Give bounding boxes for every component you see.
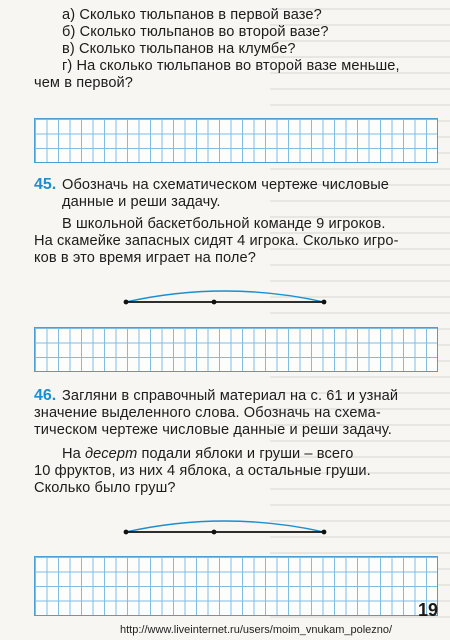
instruction-45-line2: данные и реши задачу.	[62, 194, 221, 210]
question-d: г) На сколько тюльпанов во второй вазе меньше,	[62, 58, 400, 74]
instruction-46-line1: Загляни в справочный материал на с. 61 и узнай	[62, 388, 399, 404]
instruction-45-line1: Обозначь на схематическом чертеже числовые	[62, 177, 390, 193]
problem-46-line1-pre: На	[62, 446, 86, 462]
segment-point	[322, 300, 327, 305]
problem-45-line2: На скамейке запасных сидят 4 игрока. Сколько игро-	[34, 233, 399, 249]
task-number-46: 46.	[34, 387, 57, 404]
segment-point	[212, 300, 217, 305]
segment-point	[322, 530, 327, 535]
instruction-46-line2: значение выделенного слова. Обозначь на схема-	[34, 405, 381, 421]
watermark-url: http://www.liveinternet.ru/users/moim_vnukam_polezno/	[120, 624, 393, 636]
instruction-46-line3: тическом чертеже числовые данные и реши задачу.	[34, 422, 392, 438]
answer-grid-46[interactable]	[34, 556, 438, 616]
segment-diagram-45	[120, 284, 340, 314]
problem-46-line1-post: подали яблоки и груши – всего	[137, 446, 354, 462]
page-number: 19	[417, 600, 438, 620]
problem-46-line1	[62, 446, 353, 463]
brace-arc	[126, 291, 324, 302]
task-number-45: 45.	[34, 176, 57, 193]
question-b: б) Сколько тюльпанов во второй вазе?	[62, 24, 329, 40]
answer-grid-45[interactable]	[34, 327, 438, 372]
segment-point	[212, 530, 217, 535]
problem-45-line3: ков в это время играет на поле?	[34, 250, 256, 266]
answer-grid-44[interactable]	[34, 118, 438, 163]
question-c: в) Сколько тюльпанов на клумбе?	[62, 41, 296, 57]
segment-point	[124, 300, 129, 305]
segment-point	[124, 530, 129, 535]
question-d-cont: чем в первой?	[34, 75, 134, 91]
segment-diagram-46	[120, 514, 340, 544]
problem-45-line1: В школьной баскетбольной команде 9 игроков.	[62, 216, 386, 232]
problem-46-line2: 10 фруктов, из них 4 яблока, а остальные груши.	[34, 463, 371, 479]
question-a: а) Сколько тюльпанов в первой вазе?	[62, 7, 322, 23]
problem-46-line3: Сколько было груш?	[34, 480, 176, 496]
brace-arc	[126, 521, 324, 532]
highlighted-word: десерт	[85, 446, 138, 462]
